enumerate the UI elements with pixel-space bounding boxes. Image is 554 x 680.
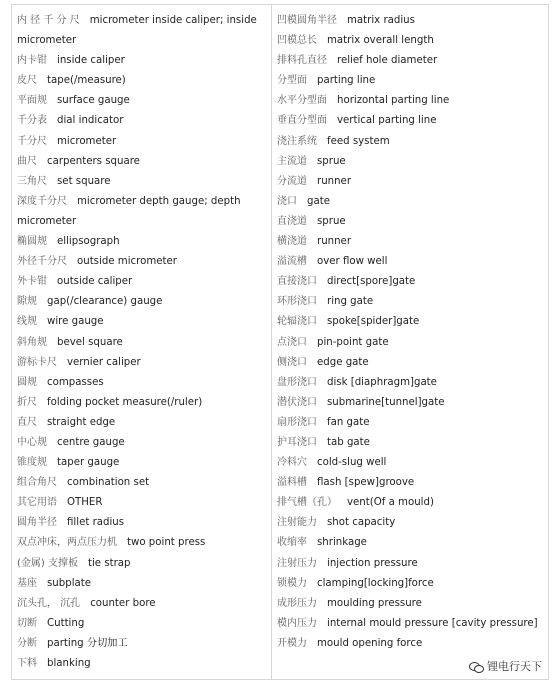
- glossary-row: [277, 71, 545, 91]
- term-english: flash [spew]groove: [317, 477, 415, 489]
- term-english: ring gate: [327, 296, 374, 308]
- glossary-row: [17, 513, 267, 533]
- glossary-row: [277, 272, 545, 292]
- glossary-row: [17, 111, 267, 131]
- term-chinese: 浇注系统: [277, 135, 317, 147]
- term-chinese: 圆角半径: [17, 517, 57, 529]
- glossary-row: [277, 132, 545, 152]
- glossary-row: [277, 473, 545, 493]
- term-chinese: 扇形浇口: [277, 416, 317, 428]
- term-english: clamping[locking]force: [317, 577, 434, 589]
- glossary-row: [277, 533, 545, 553]
- watermark-label: 锂电行天下: [487, 660, 542, 673]
- term-chinese: 内 径 千 分 尺: [17, 15, 80, 26]
- term-english: mould opening force: [317, 637, 423, 649]
- right-column: [277, 11, 545, 654]
- glossary-row: [277, 353, 545, 373]
- term-chinese: 侧浇口: [277, 356, 307, 368]
- term-english: tape(/measure): [47, 75, 126, 87]
- glossary-row: [277, 252, 545, 272]
- term-english: spoke[spider]gate: [327, 316, 420, 328]
- term-chinese: 中心规: [17, 436, 47, 448]
- term-chinese: 锥度规: [17, 457, 47, 469]
- term-english: pin-point gate: [317, 336, 389, 348]
- glossary-row: [17, 594, 267, 614]
- glossary-row: [17, 533, 267, 553]
- glossary-row: [17, 654, 267, 674]
- term-english: set square: [57, 175, 111, 187]
- glossary-row: [277, 212, 545, 232]
- term-chinese: 外径千分尺: [17, 256, 67, 268]
- glossary-row: [277, 91, 545, 111]
- term-chinese: 锁模力: [277, 577, 307, 589]
- term-chinese: 折尺: [17, 396, 37, 408]
- term-english: micrometer: [57, 135, 117, 147]
- term-english: sprue: [317, 155, 346, 167]
- glossary-row: [277, 433, 545, 453]
- term-chinese: 隙规: [17, 296, 37, 308]
- term-chinese: 开模力: [277, 637, 307, 649]
- term-chinese: 横浇道: [277, 236, 307, 248]
- term-english: taper gauge: [57, 457, 120, 469]
- term-english: runner: [317, 236, 352, 248]
- term-chinese: 平面规: [17, 95, 47, 107]
- glossary-row: [17, 132, 267, 152]
- glossary-row: [277, 333, 545, 353]
- term-chinese: 线规: [17, 316, 37, 328]
- glossary-row: [17, 614, 267, 634]
- glossary-row: [17, 152, 267, 172]
- glossary-row: [17, 71, 267, 91]
- term-chinese: 注射能力: [277, 517, 317, 529]
- glossary-row: [17, 11, 267, 51]
- term-english: blanking: [47, 658, 91, 669]
- glossary-row: [277, 554, 545, 574]
- term-english: matrix overall length: [327, 35, 434, 47]
- term-english: two point press: [127, 537, 206, 549]
- term-chinese: 直接浇口: [277, 276, 317, 288]
- glossary-row: [17, 91, 267, 111]
- term-chinese: 分流道: [277, 175, 307, 187]
- term-english: gap(/clearance) gauge: [47, 296, 163, 308]
- term-english: wire gauge: [47, 316, 104, 328]
- term-english: surface gauge: [57, 95, 130, 107]
- term-chinese: 基座: [17, 577, 37, 589]
- glossary-row: [17, 634, 267, 654]
- term-chinese: 分断: [17, 637, 37, 649]
- term-chinese: 轮辐浇口: [277, 316, 317, 328]
- term-chinese: 沉头孔， 沉孔: [17, 597, 81, 609]
- glossary-row: [17, 393, 267, 413]
- term-chinese: 成形压力: [277, 597, 317, 609]
- term-english: injection pressure: [327, 557, 418, 569]
- term-english: bevel square: [57, 336, 123, 348]
- watermark: [465, 656, 546, 676]
- term-chinese: 注射压力: [277, 557, 317, 569]
- term-english: Cutting: [47, 617, 85, 629]
- term-chinese: 模内压力: [277, 617, 317, 629]
- glossary-row: [17, 453, 267, 473]
- term-english: direct[spore]gate: [327, 276, 416, 288]
- term-chinese: 千分表: [17, 115, 47, 127]
- term-chinese: 排料孔直径: [277, 55, 327, 67]
- term-english: outside micrometer: [77, 256, 177, 268]
- term-chinese: 溢流槽: [277, 256, 307, 268]
- glossary-row: [277, 312, 545, 332]
- term-english: parting 分切加工: [47, 637, 128, 649]
- term-english: feed system: [327, 135, 390, 147]
- term-english: outside caliper: [57, 276, 133, 288]
- term-english: tie strap: [87, 557, 131, 569]
- glossary-row: [277, 373, 545, 393]
- term-english: ellipsograph: [57, 236, 120, 248]
- term-english: vent(Of a mould): [347, 497, 434, 509]
- term-chinese: 收缩率: [277, 537, 307, 549]
- term-chinese: 分型面: [277, 75, 307, 87]
- term-english: internal mould pressure [cavity pressure]: [327, 617, 538, 629]
- term-chinese: 深度千分尺: [17, 195, 67, 207]
- glossary-row: [277, 574, 545, 594]
- glossary-row: [277, 453, 545, 473]
- term-chinese: 护耳浇口: [277, 436, 317, 448]
- term-english: folding pocket measure(/ruler): [47, 396, 203, 408]
- glossary-row: [277, 292, 545, 312]
- term-chinese: 盘形浇口: [277, 376, 317, 388]
- term-chinese: 切断: [17, 617, 37, 629]
- term-chinese: 皮尺: [17, 75, 37, 87]
- term-english: gate: [307, 195, 330, 207]
- glossary-row: [277, 172, 545, 192]
- term-english: centre gauge: [57, 436, 125, 448]
- glossary-row: [17, 413, 267, 433]
- term-chinese: 下料: [17, 658, 37, 669]
- term-english: vertical parting line: [337, 115, 437, 127]
- term-english: relief hole diameter: [337, 55, 438, 67]
- term-english: submarine[tunnel]gate: [327, 396, 445, 408]
- term-chinese: 潜伏浇口: [277, 396, 317, 408]
- glossary-row: [277, 493, 545, 513]
- glossary-row: [17, 292, 267, 312]
- glossary-row: [17, 373, 267, 393]
- glossary-row: [17, 433, 267, 453]
- glossary-row: [277, 31, 545, 51]
- glossary-row: [277, 634, 545, 654]
- term-english: over flow well: [317, 256, 388, 268]
- glossary-row: [277, 152, 545, 172]
- glossary-row: [277, 192, 545, 212]
- glossary-row: [17, 272, 267, 292]
- glossary-row: [17, 333, 267, 353]
- term-english: subplate: [47, 577, 92, 589]
- term-chinese: 排气槽（孔）: [277, 497, 337, 509]
- glossary-row: [17, 51, 267, 71]
- term-english: parting line: [317, 75, 376, 87]
- term-english: micrometer depth gauge; depth micrometer: [17, 195, 241, 227]
- glossary-row: [17, 232, 267, 252]
- wechat-icon: [469, 661, 483, 672]
- term-chinese: 冷料穴: [277, 457, 307, 469]
- term-english: combination set: [67, 477, 150, 489]
- glossary-row: [277, 594, 545, 614]
- glossary-row: [277, 232, 545, 252]
- glossary-row: [277, 393, 545, 413]
- glossary-row: [277, 614, 545, 634]
- term-chinese: 斜角规: [17, 336, 47, 348]
- term-english: runner: [317, 175, 352, 187]
- term-english: compasses: [47, 376, 104, 388]
- term-chinese: 溢料槽: [277, 477, 307, 489]
- term-english: edge gate: [317, 356, 369, 368]
- term-chinese: 游标卡尺: [17, 356, 57, 368]
- term-chinese: 凹模总长: [277, 35, 317, 47]
- glossary-row: [17, 312, 267, 332]
- term-chinese: 双点冲床，两点压力机: [17, 537, 117, 549]
- term-chinese: 水平分型面: [277, 95, 327, 107]
- term-english: OTHER: [67, 497, 103, 509]
- term-english: disk [diaphragm]gate: [327, 376, 437, 388]
- glossary-row: [17, 353, 267, 373]
- term-chinese: 点浇口: [277, 336, 307, 348]
- term-english: straight edge: [47, 416, 116, 428]
- glossary-row: [17, 574, 267, 594]
- term-chinese: 垂直分型面: [277, 115, 327, 127]
- term-chinese: 曲尺: [17, 155, 37, 167]
- term-chinese: 主流道: [277, 155, 307, 167]
- glossary-row: [17, 554, 267, 574]
- term-chinese: 三角尺: [17, 175, 47, 187]
- term-english: vernier caliper: [67, 356, 141, 368]
- glossary-row: [277, 111, 545, 131]
- term-english: matrix radius: [347, 15, 415, 26]
- glossary-row: [277, 513, 545, 533]
- glossary-row: [277, 51, 545, 71]
- term-chinese: 组合角尺: [17, 477, 57, 489]
- term-english: micrometer inside caliper; inside micrometer: [17, 15, 257, 47]
- term-chinese: 椭圆规: [17, 236, 47, 248]
- term-chinese: 凹模圆角半径: [277, 15, 337, 26]
- column-divider: [271, 5, 272, 679]
- term-english: horizontal parting line: [337, 95, 450, 107]
- term-chinese: 圆规: [17, 376, 37, 388]
- glossary-row: [17, 493, 267, 513]
- term-chinese: (金属) 支撑板: [17, 557, 78, 569]
- glossary-row: [277, 11, 545, 31]
- glossary-row: [17, 192, 267, 232]
- term-english: moulding pressure: [327, 597, 422, 609]
- term-english: shrinkage: [317, 537, 367, 549]
- term-chinese: 其它用语: [17, 497, 57, 509]
- term-chinese: 千分尺: [17, 135, 47, 147]
- glossary-row: [17, 172, 267, 192]
- term-english: cold-slug well: [317, 457, 387, 469]
- term-chinese: 内卡钳: [17, 55, 47, 67]
- term-chinese: 外卡钳: [17, 276, 47, 288]
- term-english: carpenters square: [47, 155, 140, 167]
- term-english: fan gate: [327, 416, 370, 428]
- term-english: inside caliper: [57, 55, 125, 67]
- glossary-row: [17, 473, 267, 493]
- glossary-table: [11, 4, 549, 680]
- term-english: tab gate: [327, 436, 370, 448]
- term-english: fillet radius: [67, 517, 125, 529]
- term-chinese: 环形浇口: [277, 296, 317, 308]
- glossary-row: [277, 413, 545, 433]
- term-english: sprue: [317, 215, 346, 227]
- term-chinese: 浇口: [277, 195, 297, 207]
- term-english: shot capacity: [327, 517, 396, 529]
- term-english: dial indicator: [57, 115, 124, 127]
- term-chinese: 直尺: [17, 416, 37, 428]
- glossary-row: [17, 252, 267, 272]
- term-chinese: 直浇道: [277, 215, 307, 227]
- left-column: [17, 11, 267, 674]
- term-english: counter bore: [90, 597, 156, 609]
